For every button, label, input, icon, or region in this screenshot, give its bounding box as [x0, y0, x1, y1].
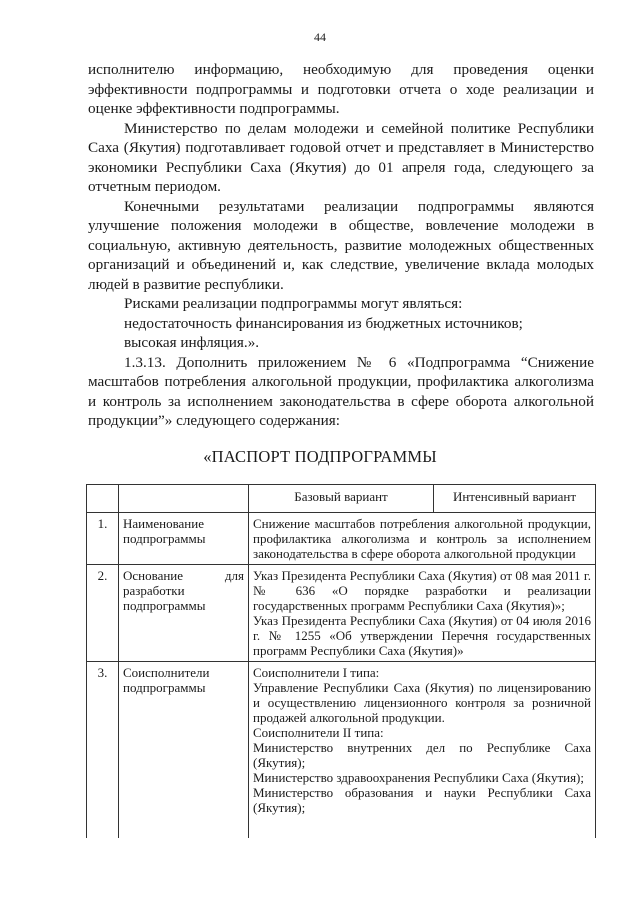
table-row: [87, 565, 596, 662]
content-line: Министерство здравоохранения Республики Саха (Якутия);: [253, 770, 584, 785]
passport-table: [86, 484, 596, 838]
column-header-intensive: Интенсивный вариант: [434, 485, 596, 513]
content-line: Соисполнители II типа:: [253, 725, 384, 740]
row-content: Снижение масштабов потребления алкогольной продукции, профилактика алкоголизма и контроль за исполнением законодательства в сфере оборота алкогольной продукции: [249, 513, 596, 565]
row-number: 2.: [87, 565, 119, 662]
paragraph: исполнителю информацию, необходимую для проведения оценки эффективности подпрограммы и подготовки отчета о ходе реализации и оценке эффективности подпрограммы.: [88, 61, 594, 117]
content-paragraph: Указ Президента Республики Саха (Якутия) от 04 июля 2016 г. № 1255 «Об утверждении Перечня государственных программ Республики Саха (Якутия)»: [253, 613, 591, 658]
header-blank-cell: [87, 485, 119, 513]
body-text: [88, 60, 594, 431]
paragraph: Рисками реализации подпрограммы могут являться:: [124, 295, 463, 312]
paragraph: недостаточность финансирования из бюджетных источников;: [124, 314, 523, 332]
header-blank-cell: [119, 485, 249, 513]
row-number: 3.: [87, 662, 119, 839]
paragraph: высокая инфляция.».: [124, 334, 260, 351]
paragraph: Конечными результатами реализации подпрограммы являются улучшение положения молодежи в обществе, вовлечение молодежи в социальную, активную деятельность, развитие молодежных общественных организаций и объединений и, как следствие, увеличение вклада молодых людей в развитие республики.: [88, 197, 594, 293]
content-paragraph: Указ Президента Республики Саха (Якутия) от 08 мая 2011 г. № 636 «О порядке разработки и реализации государственных программ Республики Саха (Якутия)»;: [253, 568, 591, 613]
table-header-row: [87, 485, 596, 513]
content-line: Соисполнители I типа:: [253, 665, 380, 680]
table-row: [87, 662, 596, 839]
paragraph: 1.3.13. Дополнить приложением № 6 «Подпрограмма “Снижение масштабов потребления алкогольной продукции, профилактика алкоголизма и контроль за исполнением законодательства в сфере оборота алкогольной продукции”» следующего содержания:: [88, 353, 594, 429]
content-line: Министерство внутренних дел по Республике Саха (Якутия);: [253, 740, 591, 770]
row-name: Наименование подпрограммы: [119, 513, 249, 565]
row-name: Основание для разработки подпрограммы: [119, 565, 249, 662]
table-row: [87, 513, 596, 565]
row-content: [249, 565, 596, 662]
passport-heading: «ПАСПОРТ ПОДПРОГРАММЫ: [203, 447, 437, 466]
row-name: Соисполнители подпрограммы: [119, 662, 249, 839]
content-line: Управление Республики Саха (Якутия) по лицензированию и осуществлению лицензионного контроля за розничной продажей алкогольной продукции.: [253, 680, 591, 725]
column-header-base: Базовый вариант: [249, 485, 434, 513]
content-line: Министерство образования и науки Республики Саха (Якутия);: [253, 785, 591, 815]
row-number: 1.: [87, 513, 119, 565]
row-content: [249, 662, 596, 839]
paragraph: Министерство по делам молодежи и семейной политике Республики Саха (Якутия) подготавливает годовой отчет и представляет в Министерство экономики Республики Саха (Якутия) до 01 апреля года, следующего за отчетным периодом.: [88, 119, 594, 195]
page-number: 44: [314, 30, 326, 44]
